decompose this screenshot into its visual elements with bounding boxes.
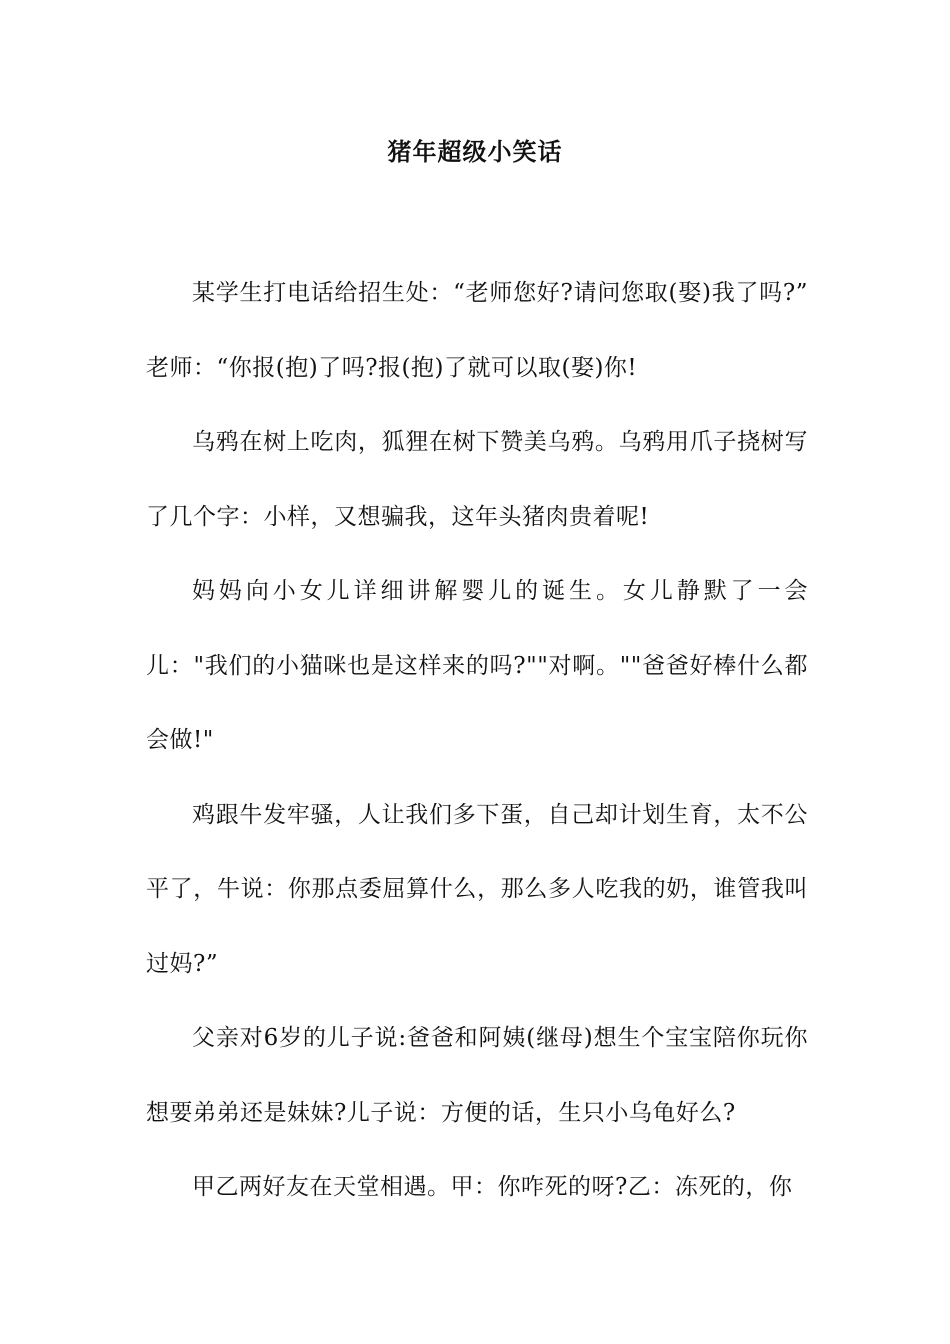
- paragraph-joke-4: 鸡跟牛发牢骚，人让我们多下蛋，自己却计划生育，太不公平了，牛说：你那点委屈算什么，那么多人吃我的奶，谁管我叫过妈?”: [146, 801, 808, 977]
- paragraph-joke-3: 妈妈向小女儿详细讲解婴儿的诞生。女儿静默了一会儿："我们的小猫咪也是这样来的吗?""对啊。""爸爸好棒什么都会做!": [146, 578, 808, 753]
- paragraph-joke-2: 乌鸦在树上吃肉，狐狸在树下赞美乌鸦。乌鸦用爪子挠树写了几个字：小样，又想骗我，这年头猪肉贵着呢!: [146, 429, 808, 530]
- paragraph-joke-5: 父亲对6岁的儿子说:爸爸和阿姨(继母)想生个宝宝陪你玩你想要弟弟还是妹妹?儿子说：方便的话，生只小乌龟好么?: [146, 1025, 808, 1126]
- document-title: 猪年超级小笑话: [387, 138, 563, 166]
- paragraph-joke-1: 某学生打电话给招生处：“老师您好?请问您取(娶)我了吗?” 老师：“你报(抱)了吗?报(抱)了就可以取(娶)你!: [146, 280, 808, 381]
- paragraph-joke-6: 甲乙两好友在天堂相遇。甲：你咋死的呀?乙：冻死的，你: [192, 1174, 793, 1200]
- document-body: [146, 256, 808, 1225]
